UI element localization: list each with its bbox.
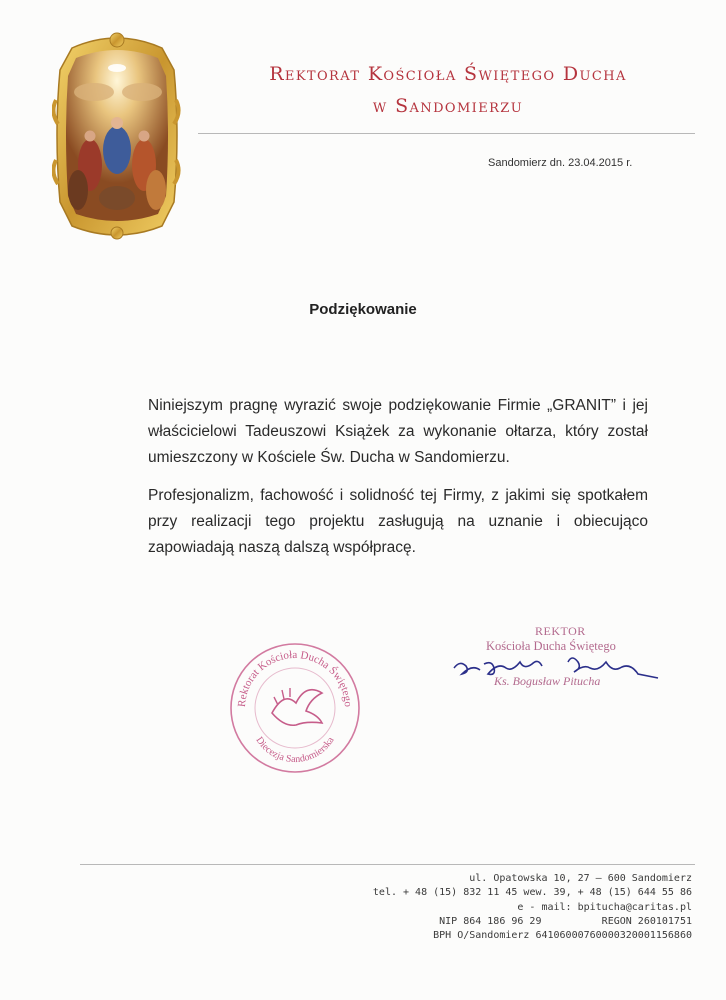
document-title: Podziękowanie — [309, 301, 417, 318]
letterhead-title — [198, 58, 698, 122]
letterhead-title-line2: w Sandomierzu — [372, 95, 524, 117]
letter-body — [148, 393, 648, 573]
svg-text:Rektorat Kościoła Ducha Święte: Rektorat Kościoła Ducha Świętego — [235, 649, 355, 708]
body-paragraph-2: Profesjonalizm, fachowość i solidność tej Firmy, z jakimi się spotkałem przy realizacji tego projektu zasługują na uznanie i obiecująco zapowiadają naszą dalszą współpracę. — [148, 487, 648, 556]
official-seal-stamp — [226, 641, 364, 775]
pentecost-painting-image — [52, 30, 182, 240]
body-paragraph-1: Niniejszym pragnę wyrazić swoje podziękowanie Firmie „GRANIT” i jej właścicielowi Tadeuszowi Książek za wykonanie ołtarza, który został umieszczony w Kościele Św. Ducha w Sandomierzu. — [148, 397, 648, 466]
footer-bank-account: BPH O/Sandomierz 64106000760000320001156860 — [433, 930, 692, 942]
svg-text:Diecezja Sandomierska: Diecezja Sandomierska — [253, 734, 337, 766]
letter-date: Sandomierz dn. 23.04.2015 r. — [488, 157, 633, 169]
header-divider — [198, 133, 695, 134]
rector-signature-block — [450, 624, 680, 704]
footer-nip-regon: NIP 864 186 96 29 REGON 260101751 — [439, 915, 692, 927]
footer-contact — [232, 872, 692, 943]
signature-name: Ks. Bogusław Pitucha — [494, 674, 601, 688]
footer-email: e - mail: bpitucha@caritas.pl — [517, 901, 692, 913]
footer-phone: tel. + 48 (15) 832 11 45 wew. 39, + 48 (15) 644 55 86 — [372, 887, 692, 899]
footer-divider — [80, 864, 695, 865]
footer-address: ul. Opatowska 10, 27 – 600 Sandomierz — [469, 873, 692, 884]
signature-title: REKTOR — [535, 624, 586, 638]
signature-organization: Kościoła Ducha Świętego — [486, 639, 616, 653]
letterhead-title-line1: Rektorat Kościoła Świętego Ducha — [269, 63, 627, 85]
